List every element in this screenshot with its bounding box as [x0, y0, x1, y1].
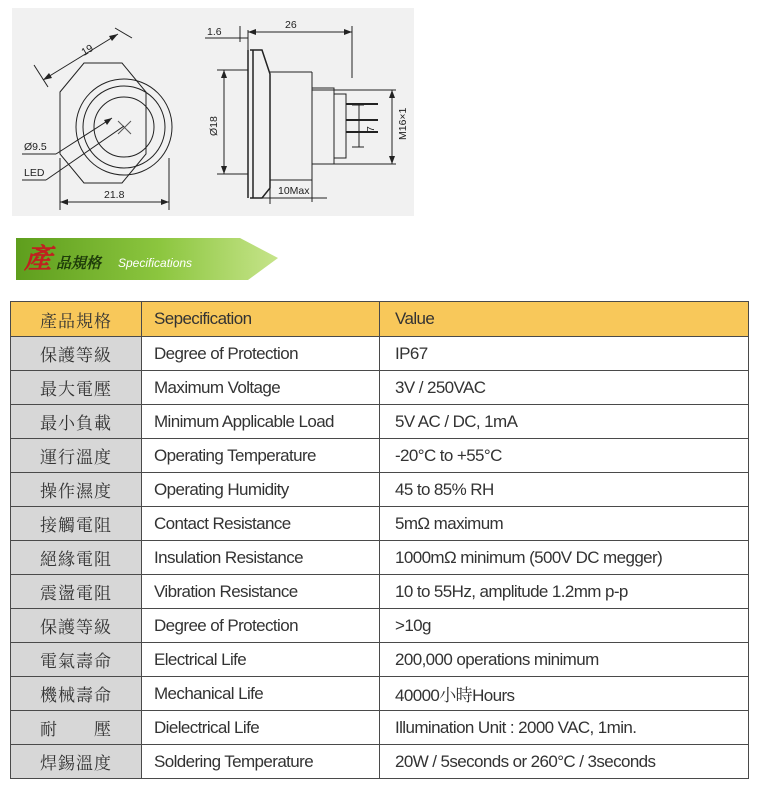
header-cell-zh: 產品規格	[11, 302, 142, 337]
specifications-banner	[10, 232, 280, 280]
row-label-zh: 運行溫度	[11, 439, 142, 473]
row-spec: Operating Humidity	[142, 473, 380, 507]
table-row	[11, 371, 749, 405]
table-row	[11, 677, 749, 711]
row-value: 10 to 55Hz, amplitude 1.2mm p-p	[380, 575, 749, 609]
dim-9-5: Ø9.5	[24, 141, 47, 153]
dim-26: 26	[285, 19, 297, 31]
banner-title-zh: 品規格	[56, 254, 102, 272]
table-row	[11, 439, 749, 473]
dim-10max: 10Max	[278, 185, 310, 197]
table-row	[11, 541, 749, 575]
row-label-zh: 操作濕度	[11, 473, 142, 507]
dim-19: 19	[79, 42, 96, 59]
header-cell-spec: Sepecification	[142, 302, 380, 337]
banner-big-char: 產	[24, 242, 53, 275]
row-label-zh: 最小負載	[11, 405, 142, 439]
row-spec: Dielectrical Life	[142, 711, 380, 745]
row-spec: Electrical Life	[142, 643, 380, 677]
row-spec: Vibration Resistance	[142, 575, 380, 609]
dim-m16: M16×1	[397, 107, 409, 140]
table-row	[11, 337, 749, 371]
table-row	[11, 643, 749, 677]
row-spec: Degree of Protection	[142, 337, 380, 371]
row-spec: Degree of Protection	[142, 609, 380, 643]
row-label-zh: 保護等級	[11, 609, 142, 643]
table-row	[11, 575, 749, 609]
row-label-zh: 絕緣電阻	[11, 541, 142, 575]
hex-nut-outline	[60, 63, 146, 183]
header-cell-value: Value	[380, 302, 749, 337]
table-row	[11, 609, 749, 643]
row-value: 3V / 250VAC	[380, 371, 749, 405]
row-label-zh: 保護等級	[11, 337, 142, 371]
table-row	[11, 473, 749, 507]
arrow-head	[43, 73, 52, 80]
row-spec: Maximum Voltage	[142, 371, 380, 405]
row-value: Illumination Unit : 2000 VAC, 1min.	[380, 711, 749, 745]
row-spec: Contact Resistance	[142, 507, 380, 541]
technical-drawing	[12, 8, 414, 216]
row-value: -20°C to +55°C	[380, 439, 749, 473]
row-value: 5mΩ maximum	[380, 507, 749, 541]
row-spec: Minimum Applicable Load	[142, 405, 380, 439]
table-row	[11, 745, 749, 779]
dim-21-8: 21.8	[104, 189, 125, 201]
banner-title-en: Specifications	[118, 256, 193, 270]
row-label-zh: 震盪電阻	[11, 575, 142, 609]
row-value: IP67	[380, 337, 749, 371]
row-label-zh: 機械壽命	[11, 677, 142, 711]
row-value: 45 to 85% RH	[380, 473, 749, 507]
spec-table	[10, 301, 749, 779]
row-value: 1000mΩ minimum (500V DC megger)	[380, 541, 749, 575]
table-row	[11, 711, 749, 745]
row-value: >10g	[380, 609, 749, 643]
table-header-row	[11, 302, 749, 337]
row-spec: Soldering Temperature	[142, 745, 380, 779]
dim-18: Ø18	[208, 116, 220, 136]
row-label-zh: 接觸電阻	[11, 507, 142, 541]
row-label-zh: 耐 壓	[11, 711, 142, 745]
row-value: 5V AC / DC, 1mA	[380, 405, 749, 439]
row-label-zh: 最大電壓	[11, 371, 142, 405]
row-spec: Mechanical Life	[142, 677, 380, 711]
table-row	[11, 507, 749, 541]
row-value: 20W / 5seconds or 260°C / 3seconds	[380, 745, 749, 779]
table-row	[11, 405, 749, 439]
row-spec: Operating Temperature	[142, 439, 380, 473]
dim-7: 7	[365, 126, 377, 132]
led-label: LED	[24, 167, 45, 179]
row-label-zh: 焊錫溫度	[11, 745, 142, 779]
row-spec: Insulation Resistance	[142, 541, 380, 575]
dim-1-6: 1.6	[207, 26, 222, 38]
row-value: 200,000 operations minimum	[380, 643, 749, 677]
row-value: 40000小時Hours	[380, 677, 749, 711]
row-label-zh: 電氣壽命	[11, 643, 142, 677]
dimension-drawing	[12, 8, 414, 216]
